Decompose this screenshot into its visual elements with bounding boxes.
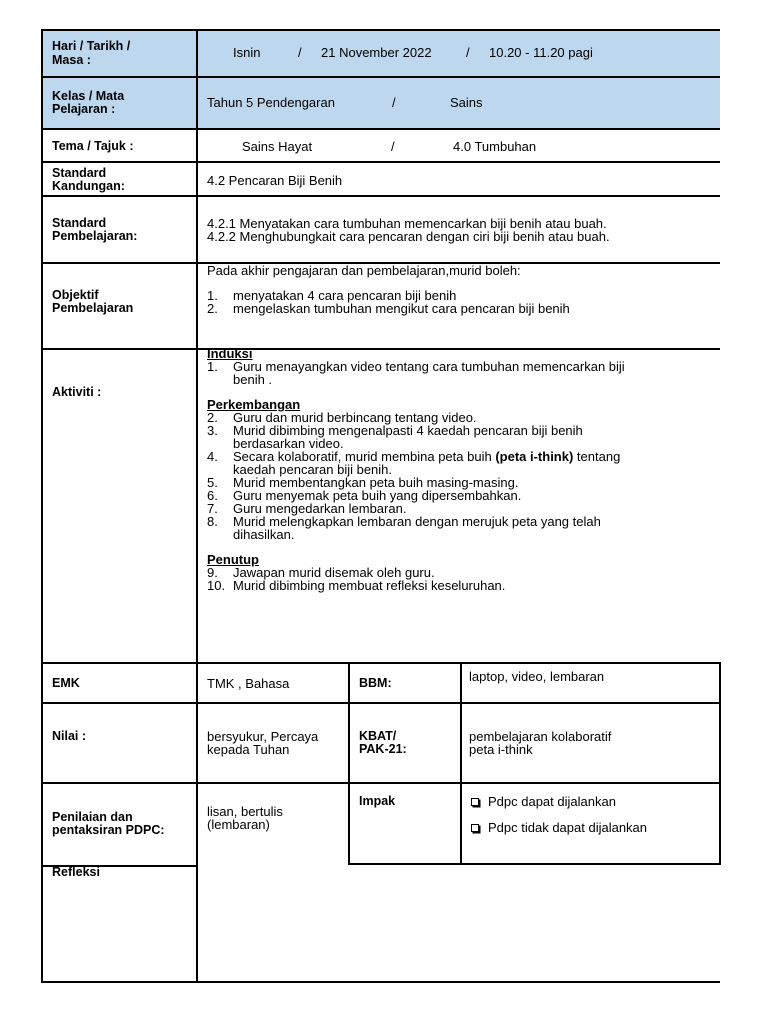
list-item-number: 3. [207, 423, 218, 438]
list-item-number: 5. [207, 475, 218, 490]
list-item-text: menyatakan 4 cara pencaran biji benih [233, 288, 457, 303]
kbat-label-line2: PAK-21: [359, 742, 407, 756]
standard-pembelajaran-line2: 4.2.2 Menghubungkait cara pencaran dengan ciri biji benih atau buah. [207, 229, 610, 244]
list-item-text: mengelaskan tumbuhan mengikut cara pencaran biji benih [233, 301, 570, 316]
penutup-title: Penutup [207, 552, 259, 567]
objektif-intro: Pada akhir pengajaran dan pembelajaran,murid boleh: [207, 263, 521, 278]
emk-value: TMK , Bahasa [207, 676, 290, 691]
list-item-text: Guru menayangkan video tentang cara tumbuhan memencarkan biji [233, 359, 625, 374]
tema-label: Tema / Tajuk : [52, 139, 134, 153]
hari-label-line2: Masa : [52, 53, 91, 67]
list-item-number: 9. [207, 565, 218, 580]
list-item-number: 8. [207, 514, 218, 529]
hari-value-cell [196, 29, 720, 76]
kbat-value-line1: pembelajaran kolaboratif [469, 729, 612, 744]
list-item-number: 1. [207, 359, 218, 374]
aktiviti-label-cell [41, 348, 197, 662]
bbm-label-cell [348, 662, 461, 702]
date-separator-1: / [298, 45, 302, 60]
perkembangan-title: Perkembangan [207, 397, 301, 412]
time-value: 10.20 - 11.20 pagi [489, 45, 593, 60]
aktiviti-label: Aktiviti : [52, 385, 102, 399]
standard-pembelajaran-line1: 4.2.1 Menyatakan cara tumbuhan memencarkan biji benih atau buah. [207, 216, 607, 231]
date-value: 21 November 2022 [321, 45, 432, 60]
list-item-text: Jawapan murid disemak oleh guru. [233, 565, 435, 580]
list-item-text: Murid dibimbing mengenalpasti 4 kaedah pencaran biji benih [233, 423, 583, 438]
list-item-text: Guru menyemak peta buih yang dipersembahkan. [233, 488, 522, 503]
objektif-label-cell [41, 262, 197, 348]
list-item-text: benih . [233, 372, 273, 387]
kelas-label-cell [41, 76, 197, 128]
penilaian-label-cell [41, 782, 197, 865]
list-item [207, 515, 707, 541]
hari-label-line1: Hari / Tarikh / [52, 39, 131, 53]
impak-option-1: Pdpc dapat dijalankan [488, 794, 616, 809]
standard-kandungan-value: 4.2 Pencaran Biji Benih [207, 173, 343, 188]
list-item-number: 6. [207, 488, 218, 503]
bbm-value: laptop, video, lembaran [469, 669, 605, 684]
objektif-label-line2: Pembelajaran [52, 301, 134, 315]
list-item-number: 7. [207, 501, 218, 516]
impak-label-cell [348, 782, 461, 865]
impak-option-2: Pdpc tidak dapat dijalankan [488, 820, 648, 835]
induksi-title: Induksi [207, 346, 253, 361]
aktiviti-value-cell [196, 348, 720, 662]
list-item-text: Murid membentangkan peta buih masing-masing. [233, 475, 519, 490]
standard-pembelajaran-label-line1: Standard [52, 216, 107, 230]
kbat-value-cell [460, 702, 721, 782]
day-value: Isnin [233, 45, 261, 60]
list-item-text: dihasilkan. [233, 527, 295, 542]
emk-value-cell [196, 662, 349, 702]
standard-kandungan-label-line2: Kandungan: [52, 179, 125, 193]
bbm-label: BBM: [359, 676, 392, 690]
topic-value: 4.0 Tumbuhan [453, 139, 537, 154]
list-item-text: berdasarkan video. [233, 436, 344, 451]
theme-value: Sains Hayat [242, 139, 313, 154]
penilaian-value-line2: (lembaran) [207, 817, 270, 832]
standard-kandungan-label-cell [41, 161, 197, 195]
kelas-value-cell [196, 76, 720, 128]
refleksi-label-cell [41, 865, 197, 983]
hari-label-cell [41, 29, 197, 76]
date-separator-2: / [466, 45, 470, 60]
standard-pembelajaran-value-cell [196, 195, 720, 262]
list-item-text: Murid melengkapkan lembaran dengan merujuk peta yang telah [233, 514, 601, 529]
list-item-number: 2. [207, 410, 218, 425]
list-item [207, 360, 707, 386]
objektif-label-line1: Objektif [52, 288, 99, 302]
kelas-label-line1: Kelas / Mata [52, 89, 125, 103]
nilai-value-line2: kepada Tuhan [207, 742, 290, 757]
list-item-number: 10. [207, 578, 226, 593]
penilaian-label-line1: Penilaian dan [52, 810, 133, 824]
objektif-value-cell [196, 262, 720, 348]
list-item-text: Murid dibimbing membuat refleksi keseluruhan. [233, 578, 506, 593]
list-item-text: Guru mengedarkan lembaran. [233, 501, 407, 516]
list-item-number: 1. [207, 288, 218, 303]
checkbox-icon[interactable] [471, 798, 479, 806]
list-item [207, 424, 707, 450]
checkbox-icon[interactable] [471, 824, 479, 832]
list-item-text-part: Secara kolaboratif, murid membina peta buih [233, 449, 496, 464]
list-item-text: kaedah pencaran biji benih. [233, 462, 393, 477]
list-item [207, 302, 687, 315]
standard-kandungan-value-cell [196, 161, 720, 195]
penilaian-label-line2: pentaksiran PDPC: [52, 823, 165, 837]
list-item [207, 579, 707, 592]
nilai-label-cell [41, 702, 197, 782]
nilai-label: Nilai : [52, 729, 87, 743]
theme-separator: / [391, 139, 395, 154]
list-item-text: Guru dan murid berbincang tentang video. [233, 410, 477, 425]
list-item-text-part: tentang [573, 449, 621, 464]
impak-label: Impak [359, 794, 396, 808]
tema-value-cell [196, 128, 720, 161]
nilai-value-line1: bersyukur, Percaya [207, 729, 319, 744]
nilai-value-cell [196, 702, 349, 782]
bbm-value-cell [460, 662, 721, 702]
emk-label-cell [41, 662, 197, 702]
kbat-value-line2: peta i-think [469, 742, 533, 757]
peta-i-think-bold: (peta i-think) [495, 449, 574, 464]
standard-kandungan-label-line1: Standard [52, 166, 107, 180]
subject-value: Sains [450, 95, 483, 110]
penilaian-value-cell [196, 782, 349, 865]
kbat-label-line1: KBAT/ [359, 729, 397, 743]
tema-label-cell [41, 128, 197, 161]
kbat-label-cell [348, 702, 461, 782]
kelas-label-line2: Pelajaran : [52, 102, 116, 116]
standard-pembelajaran-label-cell [41, 195, 197, 262]
list-item-number: 4. [207, 449, 218, 464]
class-separator: / [392, 95, 396, 110]
refleksi-value-cell [196, 865, 720, 983]
refleksi-label: Refleksi [52, 865, 100, 879]
list-item [207, 450, 707, 476]
class-value: Tahun 5 Pendengaran [207, 95, 335, 110]
penilaian-value-line1: lisan, bertulis [207, 804, 283, 819]
list-item-number: 2. [207, 301, 218, 316]
standard-pembelajaran-label-line2: Pembelajaran: [52, 229, 138, 243]
impak-value-cell [460, 782, 721, 865]
emk-label: EMK [52, 676, 80, 690]
